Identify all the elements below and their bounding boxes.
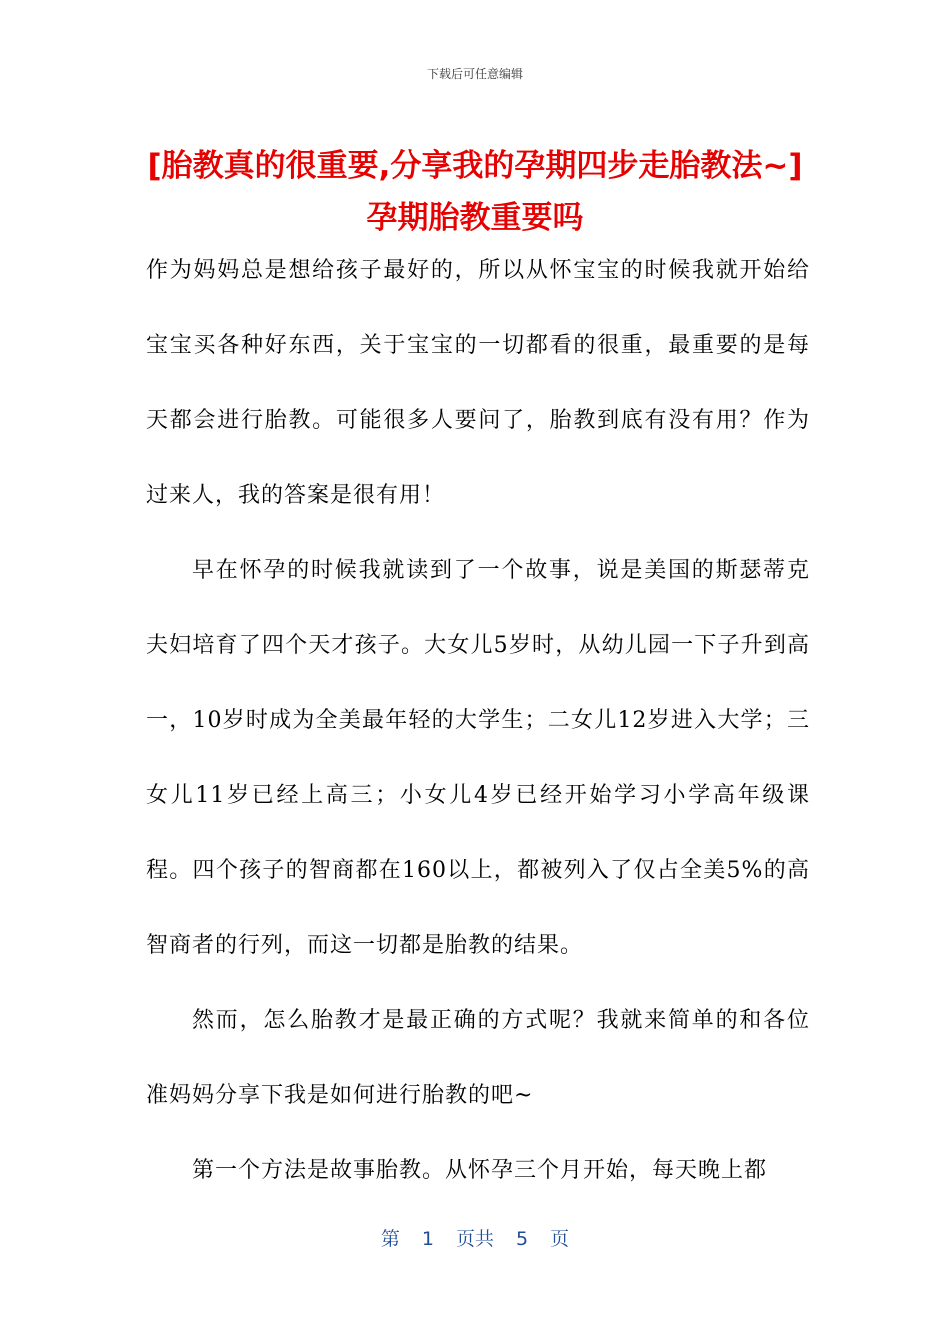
- paragraph-story: 早在怀孕的时候我就读到了一个故事，说是美国的斯瑟蒂克夫妇培育了四个天才孩子。大女儿5岁时，从幼儿园一下子升到高一，10岁时成为全美最年轻的大学生；二女儿12岁进入大学；三女儿11岁已经上高三；小女儿4岁已经开始学习小学高年级课程。四个孩子的智商都在160以上，都被列入了仅占全美5%的高智商者的行列，而这一切都是胎教的结果。: [146, 558, 810, 958]
- page-footer: [0, 1225, 950, 1253]
- paragraph-method-one: 第一个方法是故事胎教。从怀孕三个月开始，每天晚上都: [192, 1158, 768, 1183]
- paragraph-intro: 作为妈妈总是想给孩子最好的，所以从怀宝宝的时候我就开始给宝宝买各种好东西，关于宝宝的一切都看的很重，最重要的是每天都会进行胎教。可能很多人要问了，胎教到底有没有用？作为过来人，我的答案是很有用！: [146, 258, 810, 508]
- footer-label-page: 第: [380, 1228, 400, 1250]
- footer-label-total: 页共: [455, 1228, 494, 1250]
- footer-current-page: 1: [421, 1228, 434, 1250]
- document-title: [胎教真的很重要,分享我的孕期四步走胎教法~] 孕期胎教重要吗: [147, 148, 803, 236]
- page-header-note: 下载后可任意编辑: [426, 67, 523, 81]
- footer-total-pages: 5: [516, 1228, 529, 1250]
- document-body: [146, 233, 810, 1208]
- footer-label-suffix: 页: [550, 1228, 570, 1250]
- paragraph-question: 然而，怎么胎教才是最正确的方式呢？我就来简单的和各位准妈妈分享下我是如何进行胎教的吧~: [146, 1008, 810, 1108]
